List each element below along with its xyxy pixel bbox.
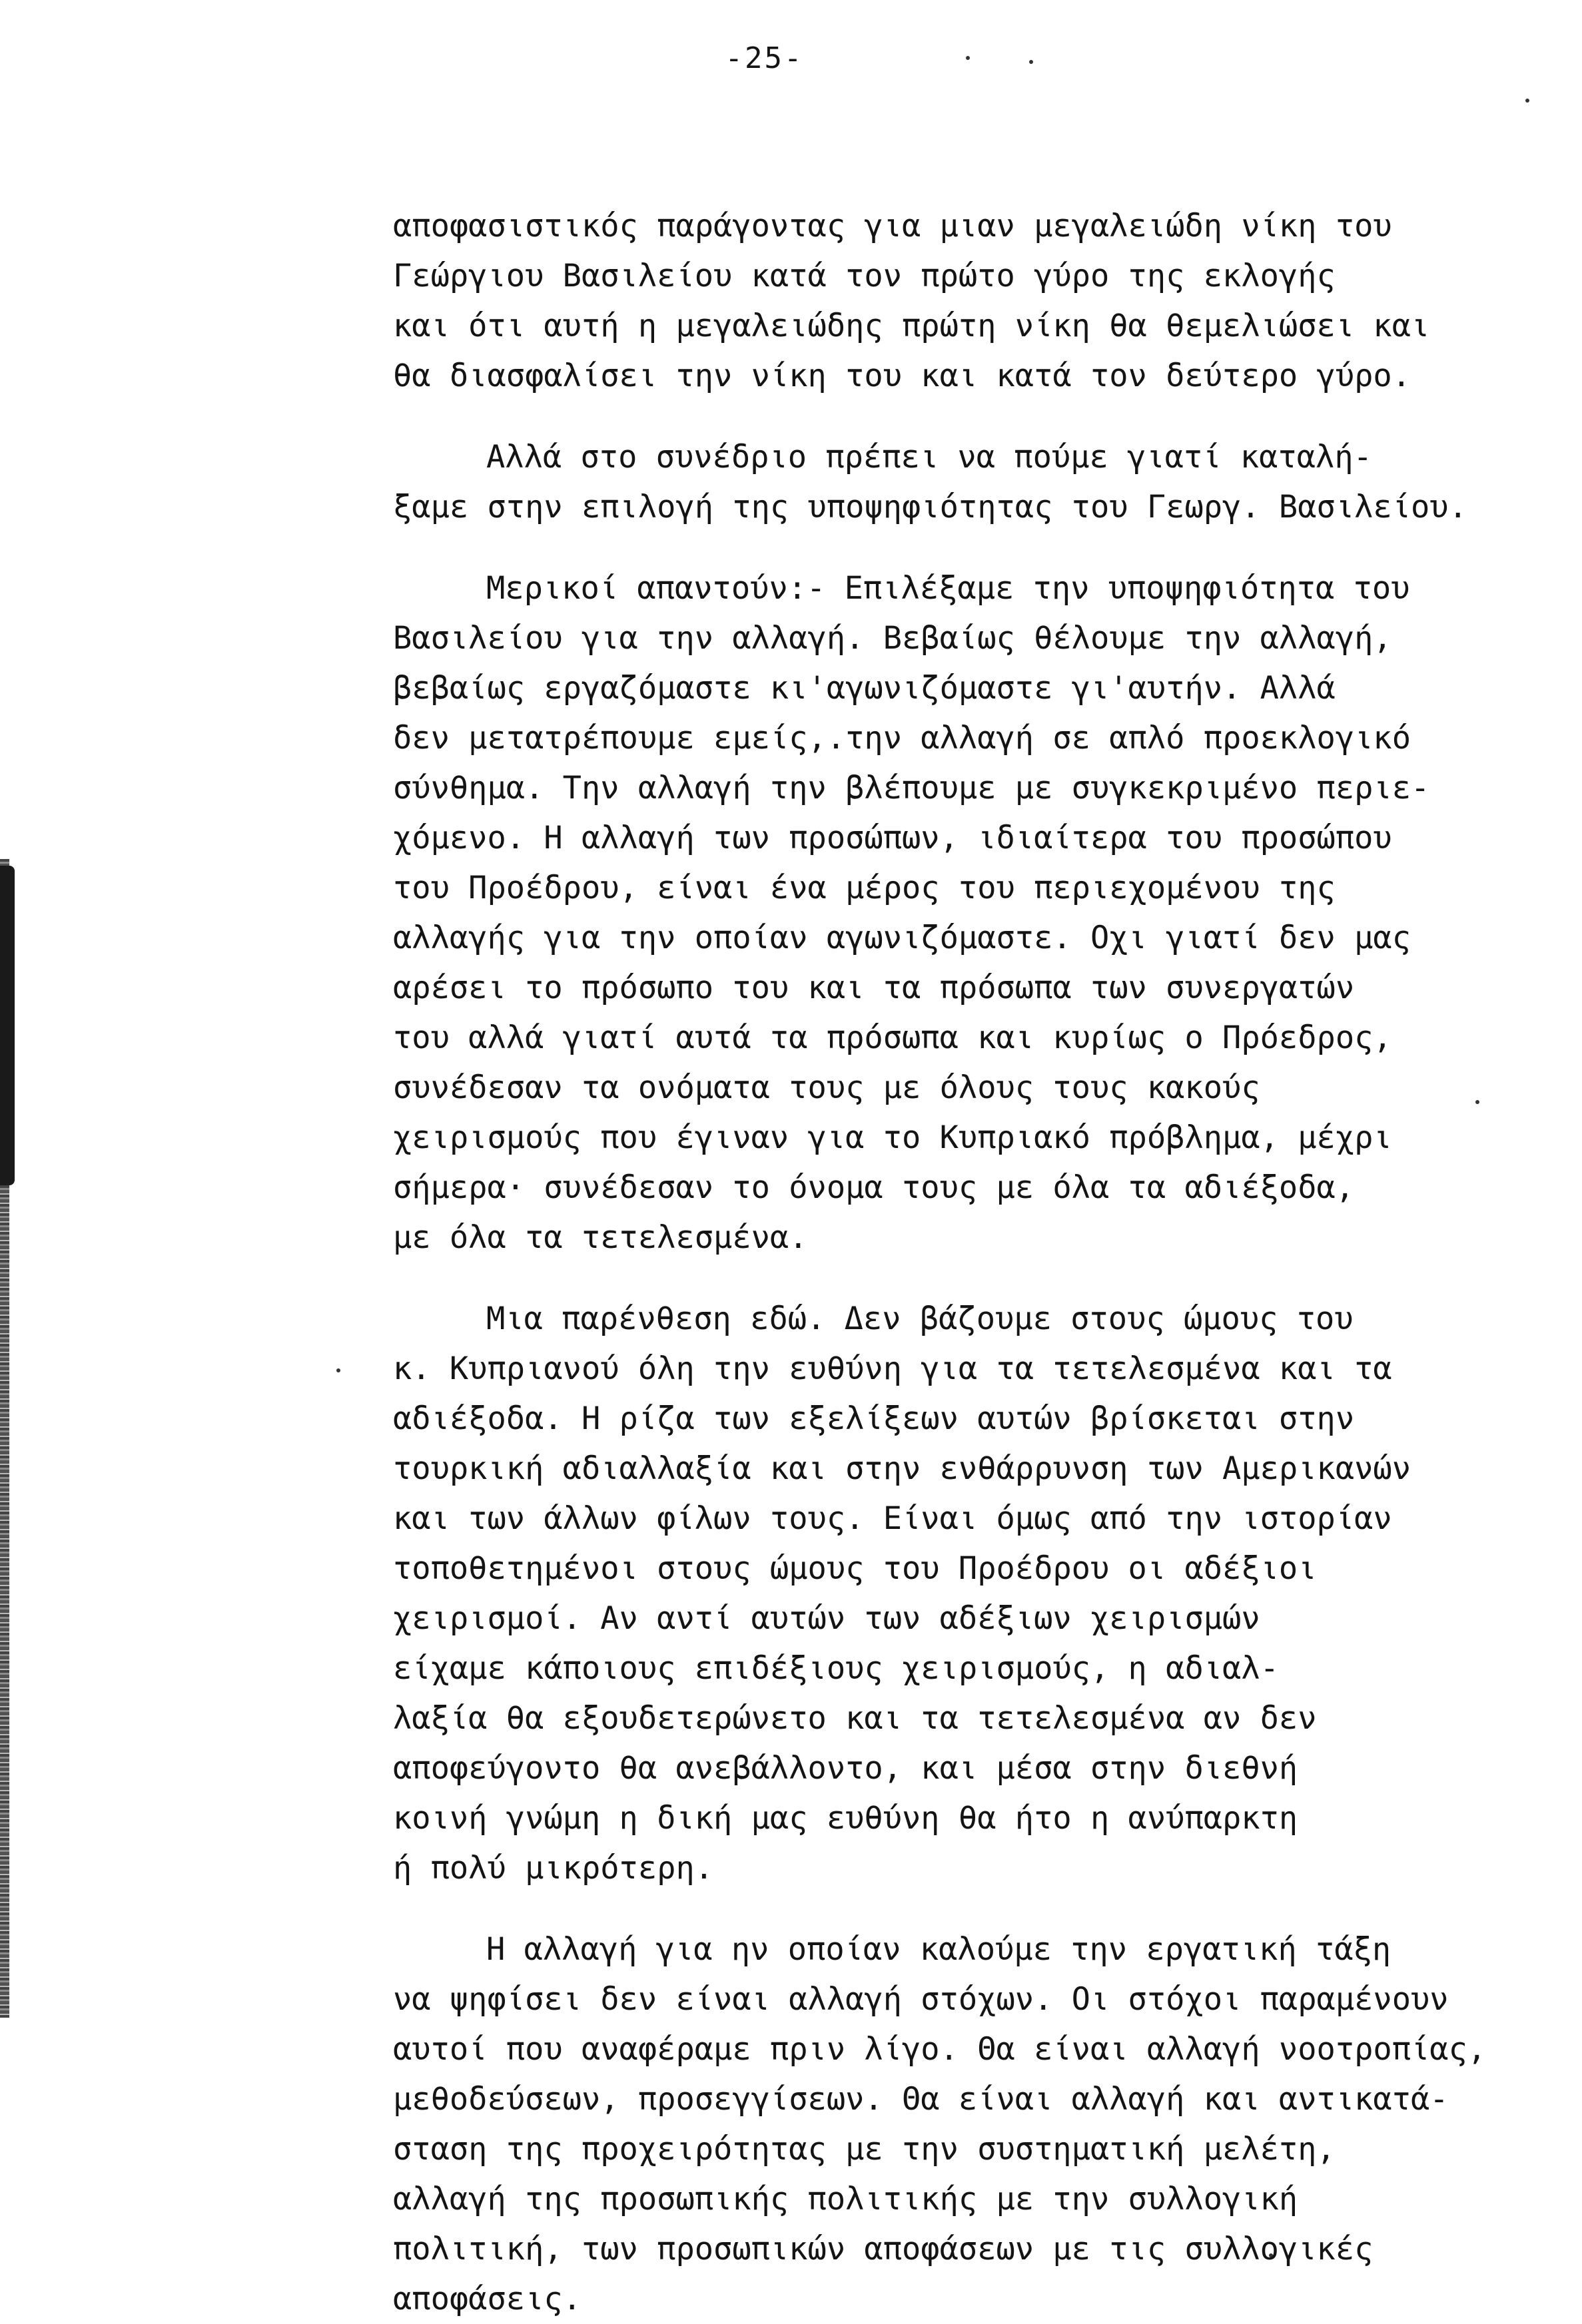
binding-edge-blot: [0, 866, 15, 1185]
text-line: Βασιλείου για την αλλαγή. Βεβαίως θέλουμε την αλλαγή,: [393, 620, 1392, 657]
text-line: δεν μετατρέπουμε εμείς,.την αλλαγή σε απλό προεκλογικό: [393, 720, 1411, 756]
scan-speck: [1525, 99, 1529, 103]
text-line: συνέδεσαν τα ονόματα τους με όλους τους κακούς: [393, 1069, 1260, 1106]
text-line: βεβαίως εργαζόμαστε κι'αγωνιζόμαστε γι'αυτήν. Αλλά: [393, 670, 1336, 707]
text-line: χόμενο. Η αλλαγή των προσώπων, ιδιαίτερα του προσώπου: [393, 820, 1392, 856]
text-line: Αλλά στο συνέδριο πρέπει να πούμε γιατί καταλή-: [486, 439, 1372, 475]
text-line: θα διασφαλίσει την νίκη του και κατά τον δεύτερο γύρο.: [393, 358, 1411, 394]
text-line: χειρισμούς που έγιναν για το Κυπριακό πρόβλημα, μέχρι: [393, 1119, 1392, 1156]
text-line: αποφάσεις.: [393, 2281, 582, 2317]
body-text: [393, 201, 1565, 2324]
text-line: αρέσει το πρόσωπο του και τα πρόσωπα των συνεργατών: [393, 970, 1355, 1006]
text-line: τουρκική αδιαλλαξία και στην ενθάρρυνση των Αμερικανών: [393, 1450, 1411, 1487]
text-line: μεθοδεύσεων, προσεγγίσεων. Θα είναι αλλαγή και αντικατά-: [393, 2081, 1449, 2118]
paragraph: [393, 1294, 1565, 1893]
text-line: του Προέδρου, είναι ένα μέρος του περιεχομένου της: [393, 870, 1336, 906]
text-line: σήμερα· συνέδεσαν το όνομα τους με όλα τα αδιέξοδα,: [393, 1169, 1355, 1206]
text-line: Η αλλαγή για ην οποίαν καλούμε την εργατική τάξη: [486, 1931, 1391, 1968]
text-line: αποφασιστικός παράγοντας για μιαν μεγαλειώδη νίκη του: [393, 208, 1392, 244]
text-line: αδιέξοδα. Η ρίζα των εξελίξεων αυτών βρίσκεται στην: [393, 1400, 1355, 1437]
page-number: -25-: [725, 41, 804, 75]
text-line: Γεώργιου Βασιλείου κατά τον πρώτο γύρο της εκλογής: [393, 258, 1336, 294]
text-line: χειρισμοί. Αν αντί αυτών των αδέξιων χειρισμών: [393, 1600, 1260, 1637]
paragraph: [393, 201, 1565, 401]
paragraph: [393, 1924, 1565, 2324]
text-line: τοποθετημένοι στους ώμους του Προέδρου οι αδέξιοι: [393, 1550, 1317, 1587]
paragraph: [393, 432, 1565, 532]
text-line: σύνθημα. Την αλλαγή την βλέπουμε με συγκεκριμένο περιε-: [393, 770, 1430, 806]
text-line: πολιτική, των προσωπικών αποφάσεων με τις συλλογικές: [393, 2231, 1374, 2267]
text-line: σταση της προχειρότητας με την συστηματική μελέτη,: [393, 2131, 1336, 2168]
text-line: Μια παρένθεση εδώ. Δεν βάζουμε στους ώμους του: [486, 1301, 1354, 1337]
paragraph: [393, 563, 1565, 1263]
scan-speck: [336, 1368, 340, 1372]
text-line: και των άλλων φίλων τους. Είναι όμως από την ιστορίαν: [393, 1500, 1392, 1537]
text-line: ξαμε στην επιλογή της υποψηφιότητας του Γεωργ. Βασιλείου.: [393, 489, 1467, 525]
text-line: να ψηφίσει δεν είναι αλλαγή στόχων. Οι στόχοι παραμένουν: [393, 1981, 1449, 2018]
text-line: είχαμε κάποιους επιδέξιους χειρισμούς, η αδιαλ-: [393, 1650, 1279, 1687]
text-line: Μερικοί απαντούν:- Επιλέξαμε την υποψηφιότητα του: [486, 570, 1410, 607]
text-line: κοινή γνώμη η δική μας ευθύνη θα ήτο η ανύπαρκτη: [393, 1800, 1298, 1837]
text-line: λαξία θα εξουδετερώνετο και τα τετελεσμένα αν δεν: [393, 1700, 1317, 1737]
text-line: αυτοί που αναφέραμε πριν λίγο. Θα είναι αλλαγή νοοτροπίας,: [393, 2031, 1487, 2068]
text-line: του αλλά γιατί αυτά τα πρόσωπα και κυρίως ο Πρόεδρος,: [393, 1019, 1392, 1056]
text-line: αλλαγής για την οποίαν αγωνιζόμαστε. Οχι γιατί δεν μας: [393, 920, 1411, 956]
text-line: κ. Κυπριανού όλη την ευθύνη για τα τετελεσμένα και τα: [393, 1350, 1392, 1387]
text-line: με όλα τα τετελεσμένα.: [393, 1219, 808, 1256]
text-line: και ότι αυτή η μεγαλειώδης πρώτη νίκη θα θεμελιώσει και: [393, 308, 1430, 344]
text-line: ή πολύ μικρότερη.: [393, 1850, 714, 1887]
text-line: αποφεύγοντο θα ανεβάλλοντο, και μέσα στην διεθνή: [393, 1750, 1298, 1787]
text-line: αλλαγή της προσωπικής πολιτικής με την συλλογική: [393, 2181, 1298, 2217]
